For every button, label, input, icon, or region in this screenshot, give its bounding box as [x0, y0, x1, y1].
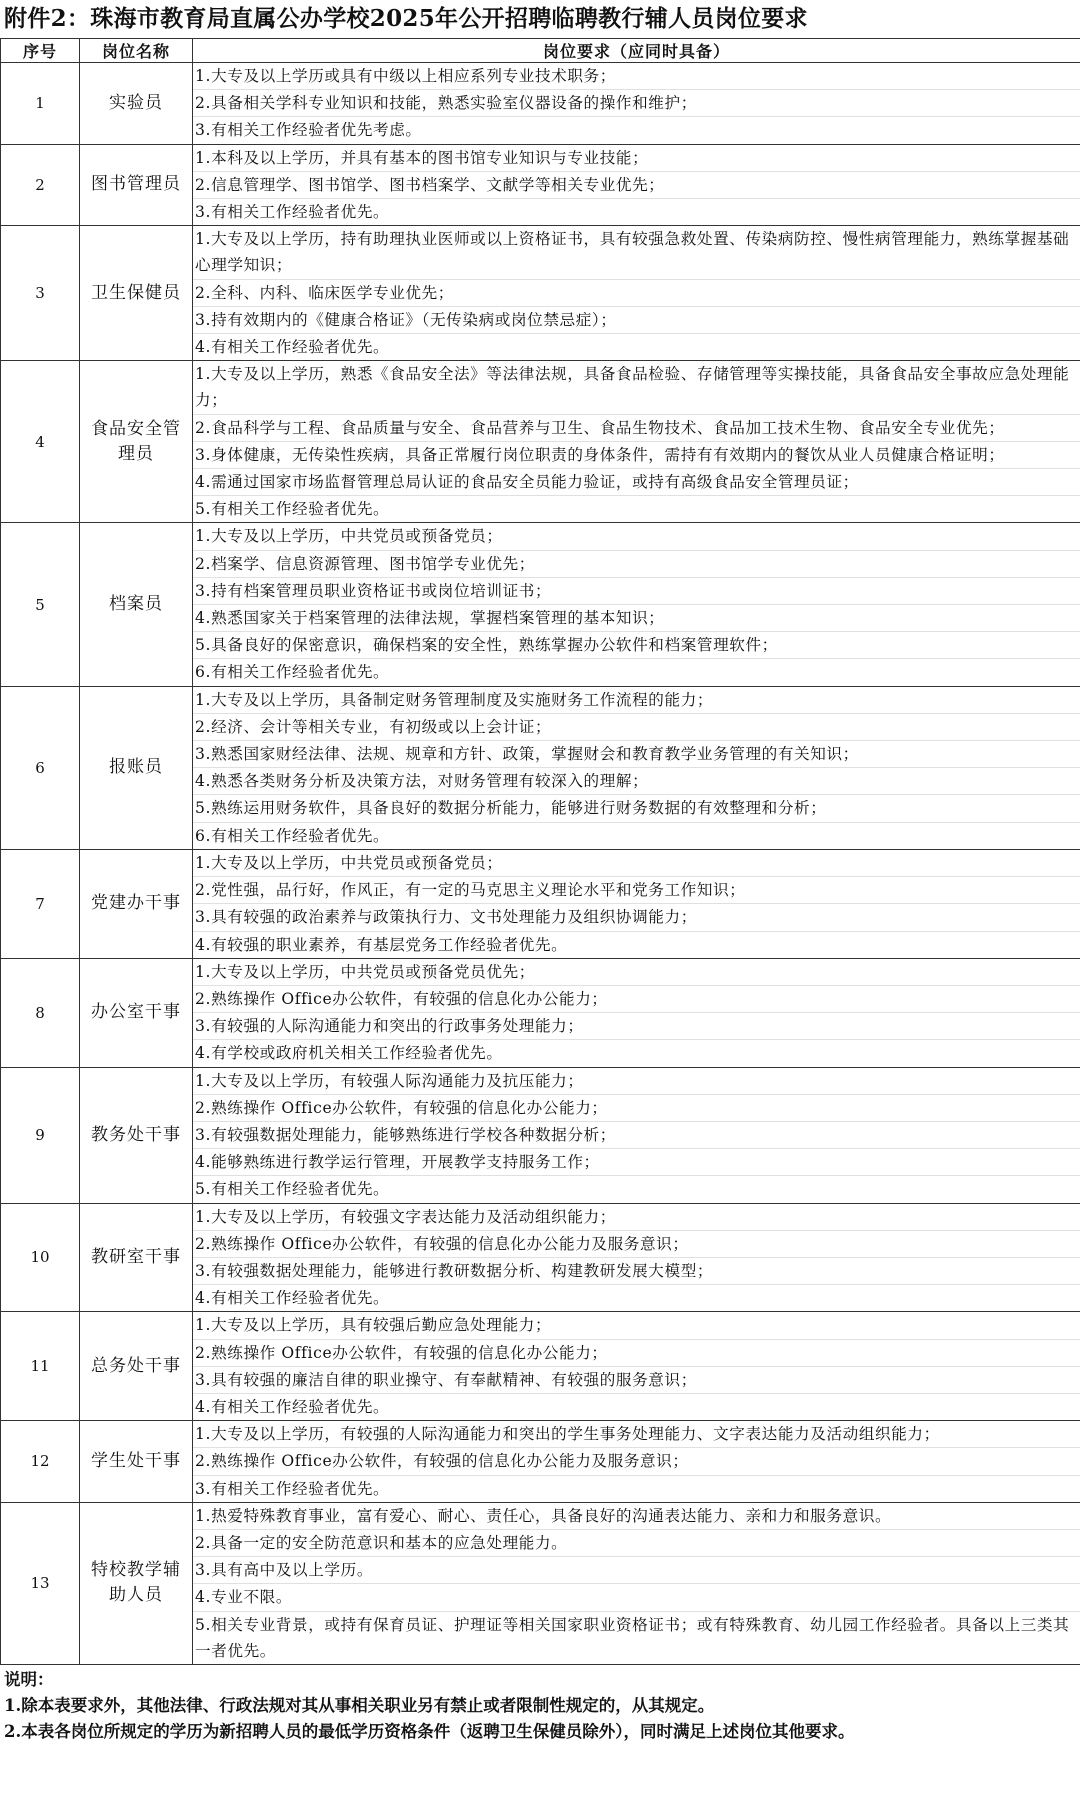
- row-serial: 12: [1, 1421, 80, 1503]
- job-requirements-table: [0, 38, 1080, 1665]
- requirement-item: 4.有相关工作经验者优先。: [195, 1289, 390, 1308]
- requirement-item: 4.有较强的职业素养，有基层党务工作经验者优先。: [195, 935, 568, 954]
- requirement-item: 2.经济、会计等相关专业，有初级或以上会计证；: [193, 714, 1080, 741]
- notes-section: [0, 1665, 1080, 1745]
- requirement-item: 1.大专及以上学历，持有助理执业医师或以上资格证书，具有较强急救处置、传染病防控、慢性病管理能力，熟练掌握基础心理学知识；: [193, 226, 1080, 279]
- requirement-item: 1.大专及以上学历，有较强的人际沟通能力和突出的学生事务处理能力、文字表达能力及活动组织能力；: [193, 1421, 1080, 1448]
- document-title: 附件2：珠海市教育局直属公办学校2025年公开招聘临聘教行辅人员岗位要求: [4, 5, 808, 32]
- requirements-cell: [193, 63, 1080, 145]
- requirement-item: 2.熟练操作 Office办公软件，有较强的信息化办公能力；: [193, 1095, 1080, 1122]
- table-row: [1, 1421, 1080, 1503]
- requirement-item: 3.有较强的人际沟通能力和突出的行政事务处理能力；: [193, 1013, 1080, 1040]
- requirement-item: 1.大专及以上学历或具有中级以上相应系列专业技术职务；: [193, 63, 1080, 90]
- requirement-item: 3.有较强数据处理能力，能够进行教研数据分析、构建教研发展大模型；: [193, 1258, 1080, 1285]
- table-row: [1, 1502, 1080, 1664]
- position-name: 卫生保健员: [80, 226, 193, 361]
- requirement-item: 3.有相关工作经验者优先考虑。: [195, 121, 422, 140]
- requirement-item: 1.大专及以上学历，具有较强后勤应急处理能力；: [193, 1312, 1080, 1339]
- position-name: 实验员: [80, 63, 193, 145]
- row-serial: 5: [1, 523, 80, 686]
- requirement-item: 1.大专及以上学历，有较强文字表达能力及活动组织能力；: [193, 1204, 1080, 1231]
- requirement-item: 2.信息管理学、图书馆学、图书档案学、文献学等相关专业优先；: [193, 172, 1080, 199]
- requirement-item: 1.大专及以上学历，中共党员或预备党员优先；: [193, 959, 1080, 986]
- table-row: [1, 361, 1080, 523]
- requirement-item: 2.具备一定的安全防范意识和基本的应急处理能力。: [193, 1530, 1080, 1557]
- requirement-item: 4.有相关工作经验者优先。: [195, 1397, 390, 1416]
- requirement-item: 1.大专及以上学历，熟悉《食品安全法》等法律法规，具备食品检验、存储管理等实操技能，具备食品安全事故应急处理能力；: [193, 361, 1080, 414]
- requirement-item: 1.热爱特殊教育事业，富有爱心、耐心、责任心，具备良好的沟通表达能力、亲和力和服务意识。: [193, 1503, 1080, 1530]
- requirements-cell: [193, 1502, 1080, 1664]
- note-item: 2.本表各岗位所规定的学历为新招聘人员的最低学历资格条件（返聘卫生保健员除外），同时满足上述岗位其他要求。: [4, 1721, 855, 1741]
- requirement-item: 3.身体健康，无传染性疾病，具备正常履行岗位职责的身体条件，需持有有效期内的餐饮从业人员健康合格证明；: [193, 442, 1080, 469]
- requirement-item: 3.熟悉国家财经法律、法规、规章和方针、政策，掌握财会和教育教学业务管理的有关知识；: [193, 741, 1080, 768]
- position-name: 教研室干事: [80, 1203, 193, 1312]
- table-row: [1, 849, 1080, 958]
- table-row: [1, 144, 1080, 226]
- requirement-item: 3.具有较强的廉洁自律的职业操守、有奉献精神、有较强的服务意识；: [193, 1367, 1080, 1394]
- table-row: [1, 63, 1080, 145]
- requirement-item: 2.熟练操作 Office办公软件，有较强的信息化办公能力；: [193, 986, 1080, 1013]
- row-serial: 2: [1, 144, 80, 226]
- position-name: 学生处干事: [80, 1421, 193, 1503]
- requirements-cell: [193, 849, 1080, 958]
- requirement-item: 4.熟悉国家关于档案管理的法律法规，掌握档案管理的基本知识；: [193, 605, 1080, 632]
- requirement-item: 1.本科及以上学历，并具有基本的图书馆专业知识与专业技能；: [193, 145, 1080, 172]
- table-row: [1, 1203, 1080, 1312]
- requirement-item: 2.全科、内科、临床医学专业优先；: [193, 280, 1080, 307]
- requirements-cell: [193, 686, 1080, 849]
- row-serial: 7: [1, 849, 80, 958]
- row-serial: 6: [1, 686, 80, 849]
- position-name: 教务处干事: [80, 1067, 193, 1203]
- requirement-item: 3.有较强数据处理能力，能够熟练进行学校各种数据分析；: [193, 1122, 1080, 1149]
- notes-heading: 说明：: [4, 1669, 54, 1689]
- row-serial: 13: [1, 1502, 80, 1664]
- position-name: 档案员: [80, 523, 193, 686]
- requirement-item: 4.专业不限。: [193, 1584, 1080, 1611]
- note-item: 1.除本表要求外，其他法律、行政法规对其从事相关职业另有禁止或者限制性规定的，从其规定。: [4, 1695, 715, 1715]
- requirement-item: 5.相关专业背景，或持有保育员证、护理证等相关国家职业资格证书；或有特殊教育、幼儿园工作经验者。具备以上三类其一者优先。: [195, 1615, 1070, 1660]
- requirement-item: 2.熟练操作 Office办公软件，有较强的信息化办公能力及服务意识；: [193, 1231, 1080, 1258]
- row-serial: 3: [1, 226, 80, 361]
- requirement-item: 5.熟练运用财务软件，具备良好的数据分析能力，能够进行财务数据的有效整理和分析；: [193, 795, 1080, 822]
- requirement-item: 4.能够熟练进行教学运行管理，开展教学支持服务工作；: [193, 1149, 1080, 1176]
- requirement-item: 5.有相关工作经验者优先。: [195, 500, 390, 519]
- requirements-cell: [193, 523, 1080, 686]
- position-name: 图书管理员: [80, 144, 193, 226]
- position-name: 报账员: [80, 686, 193, 849]
- requirement-item: 2.党性强，品行好，作风正，有一定的马克思主义理论水平和党务工作知识；: [193, 877, 1080, 904]
- requirements-cell: [193, 361, 1080, 523]
- requirements-cell: [193, 1312, 1080, 1421]
- requirement-item: 4.需通过国家市场监督管理总局认证的食品安全员能力验证，或持有高级食品安全管理员证；: [193, 469, 1080, 496]
- row-serial: 9: [1, 1067, 80, 1203]
- position-name: 食品安全管理员: [80, 361, 193, 523]
- position-name: 特校教学辅助人员: [80, 1502, 193, 1664]
- row-serial: 11: [1, 1312, 80, 1421]
- table-row: [1, 1312, 1080, 1421]
- requirements-cell: [193, 1067, 1080, 1203]
- table-row: [1, 523, 1080, 686]
- requirement-item: 2.食品科学与工程、食品质量与安全、食品营养与卫生、食品生物技术、食品加工技术生物、食品安全专业优先；: [193, 415, 1080, 442]
- requirements-cell: [193, 144, 1080, 226]
- requirement-item: 4.有学校或政府机关相关工作经验者优先。: [195, 1044, 503, 1063]
- row-serial: 4: [1, 361, 80, 523]
- requirement-item: 2.熟练操作 Office办公软件，有较强的信息化办公能力；: [193, 1340, 1080, 1367]
- requirements-cell: [193, 1203, 1080, 1312]
- requirement-item: 1.大专及以上学历，中共党员或预备党员；: [193, 850, 1080, 877]
- table-row: [1, 686, 1080, 849]
- row-serial: 8: [1, 958, 80, 1067]
- requirements-cell: [193, 226, 1080, 361]
- requirement-item: 3.持有档案管理员职业资格证书或岗位培训证书；: [193, 578, 1080, 605]
- header-requirements: 岗位要求（应同时具备）: [193, 39, 1080, 63]
- requirements-cell: [193, 1421, 1080, 1503]
- table-row: [1, 226, 1080, 361]
- requirement-item: 6.有相关工作经验者优先。: [195, 663, 390, 682]
- header-position: 岗位名称: [80, 39, 193, 63]
- requirement-item: 3.具有高中及以上学历。: [193, 1557, 1080, 1584]
- requirement-item: 3.持有效期内的《健康合格证》（无传染病或岗位禁忌症）；: [193, 307, 1080, 334]
- requirement-item: 3.具有较强的政治素养与政策执行力、文书处理能力及组织协调能力；: [193, 904, 1080, 931]
- requirement-item: 1.大专及以上学历，有较强人际沟通能力及抗压能力；: [193, 1068, 1080, 1095]
- position-name: 党建办干事: [80, 849, 193, 958]
- requirement-item: 2.具备相关学科专业知识和技能，熟悉实验室仪器设备的操作和维护；: [193, 90, 1080, 117]
- table-row: [1, 1067, 1080, 1203]
- row-serial: 1: [1, 63, 80, 145]
- requirement-item: 3.有相关工作经验者优先。: [195, 203, 390, 222]
- requirement-item: 4.有相关工作经验者优先。: [195, 338, 390, 357]
- position-name: 总务处干事: [80, 1312, 193, 1421]
- requirement-item: 2.档案学、信息资源管理、图书馆学专业优先；: [193, 551, 1080, 578]
- requirement-item: 6.有相关工作经验者优先。: [195, 826, 390, 845]
- requirement-item: 5.有相关工作经验者优先。: [195, 1180, 390, 1199]
- table-body: [1, 63, 1080, 1665]
- row-serial: 10: [1, 1203, 80, 1312]
- table-row: [1, 958, 1080, 1067]
- requirement-item: 4.熟悉各类财务分析及决策方法，对财务管理有较深入的理解；: [193, 768, 1080, 795]
- requirement-item: 1.大专及以上学历，具备制定财务管理制度及实施财务工作流程的能力；: [193, 687, 1080, 714]
- position-name: 办公室干事: [80, 958, 193, 1067]
- requirement-item: 1.大专及以上学历，中共党员或预备党员；: [193, 523, 1080, 550]
- header-serial: 序号: [1, 39, 80, 63]
- requirement-item: 5.具备良好的保密意识，确保档案的安全性，熟练掌握办公软件和档案管理软件；: [193, 632, 1080, 659]
- requirement-item: 2.熟练操作 Office办公软件，有较强的信息化办公能力及服务意识；: [193, 1448, 1080, 1475]
- requirement-item: 3.有相关工作经验者优先。: [195, 1479, 390, 1498]
- table-header-row: [1, 39, 1080, 63]
- requirements-cell: [193, 958, 1080, 1067]
